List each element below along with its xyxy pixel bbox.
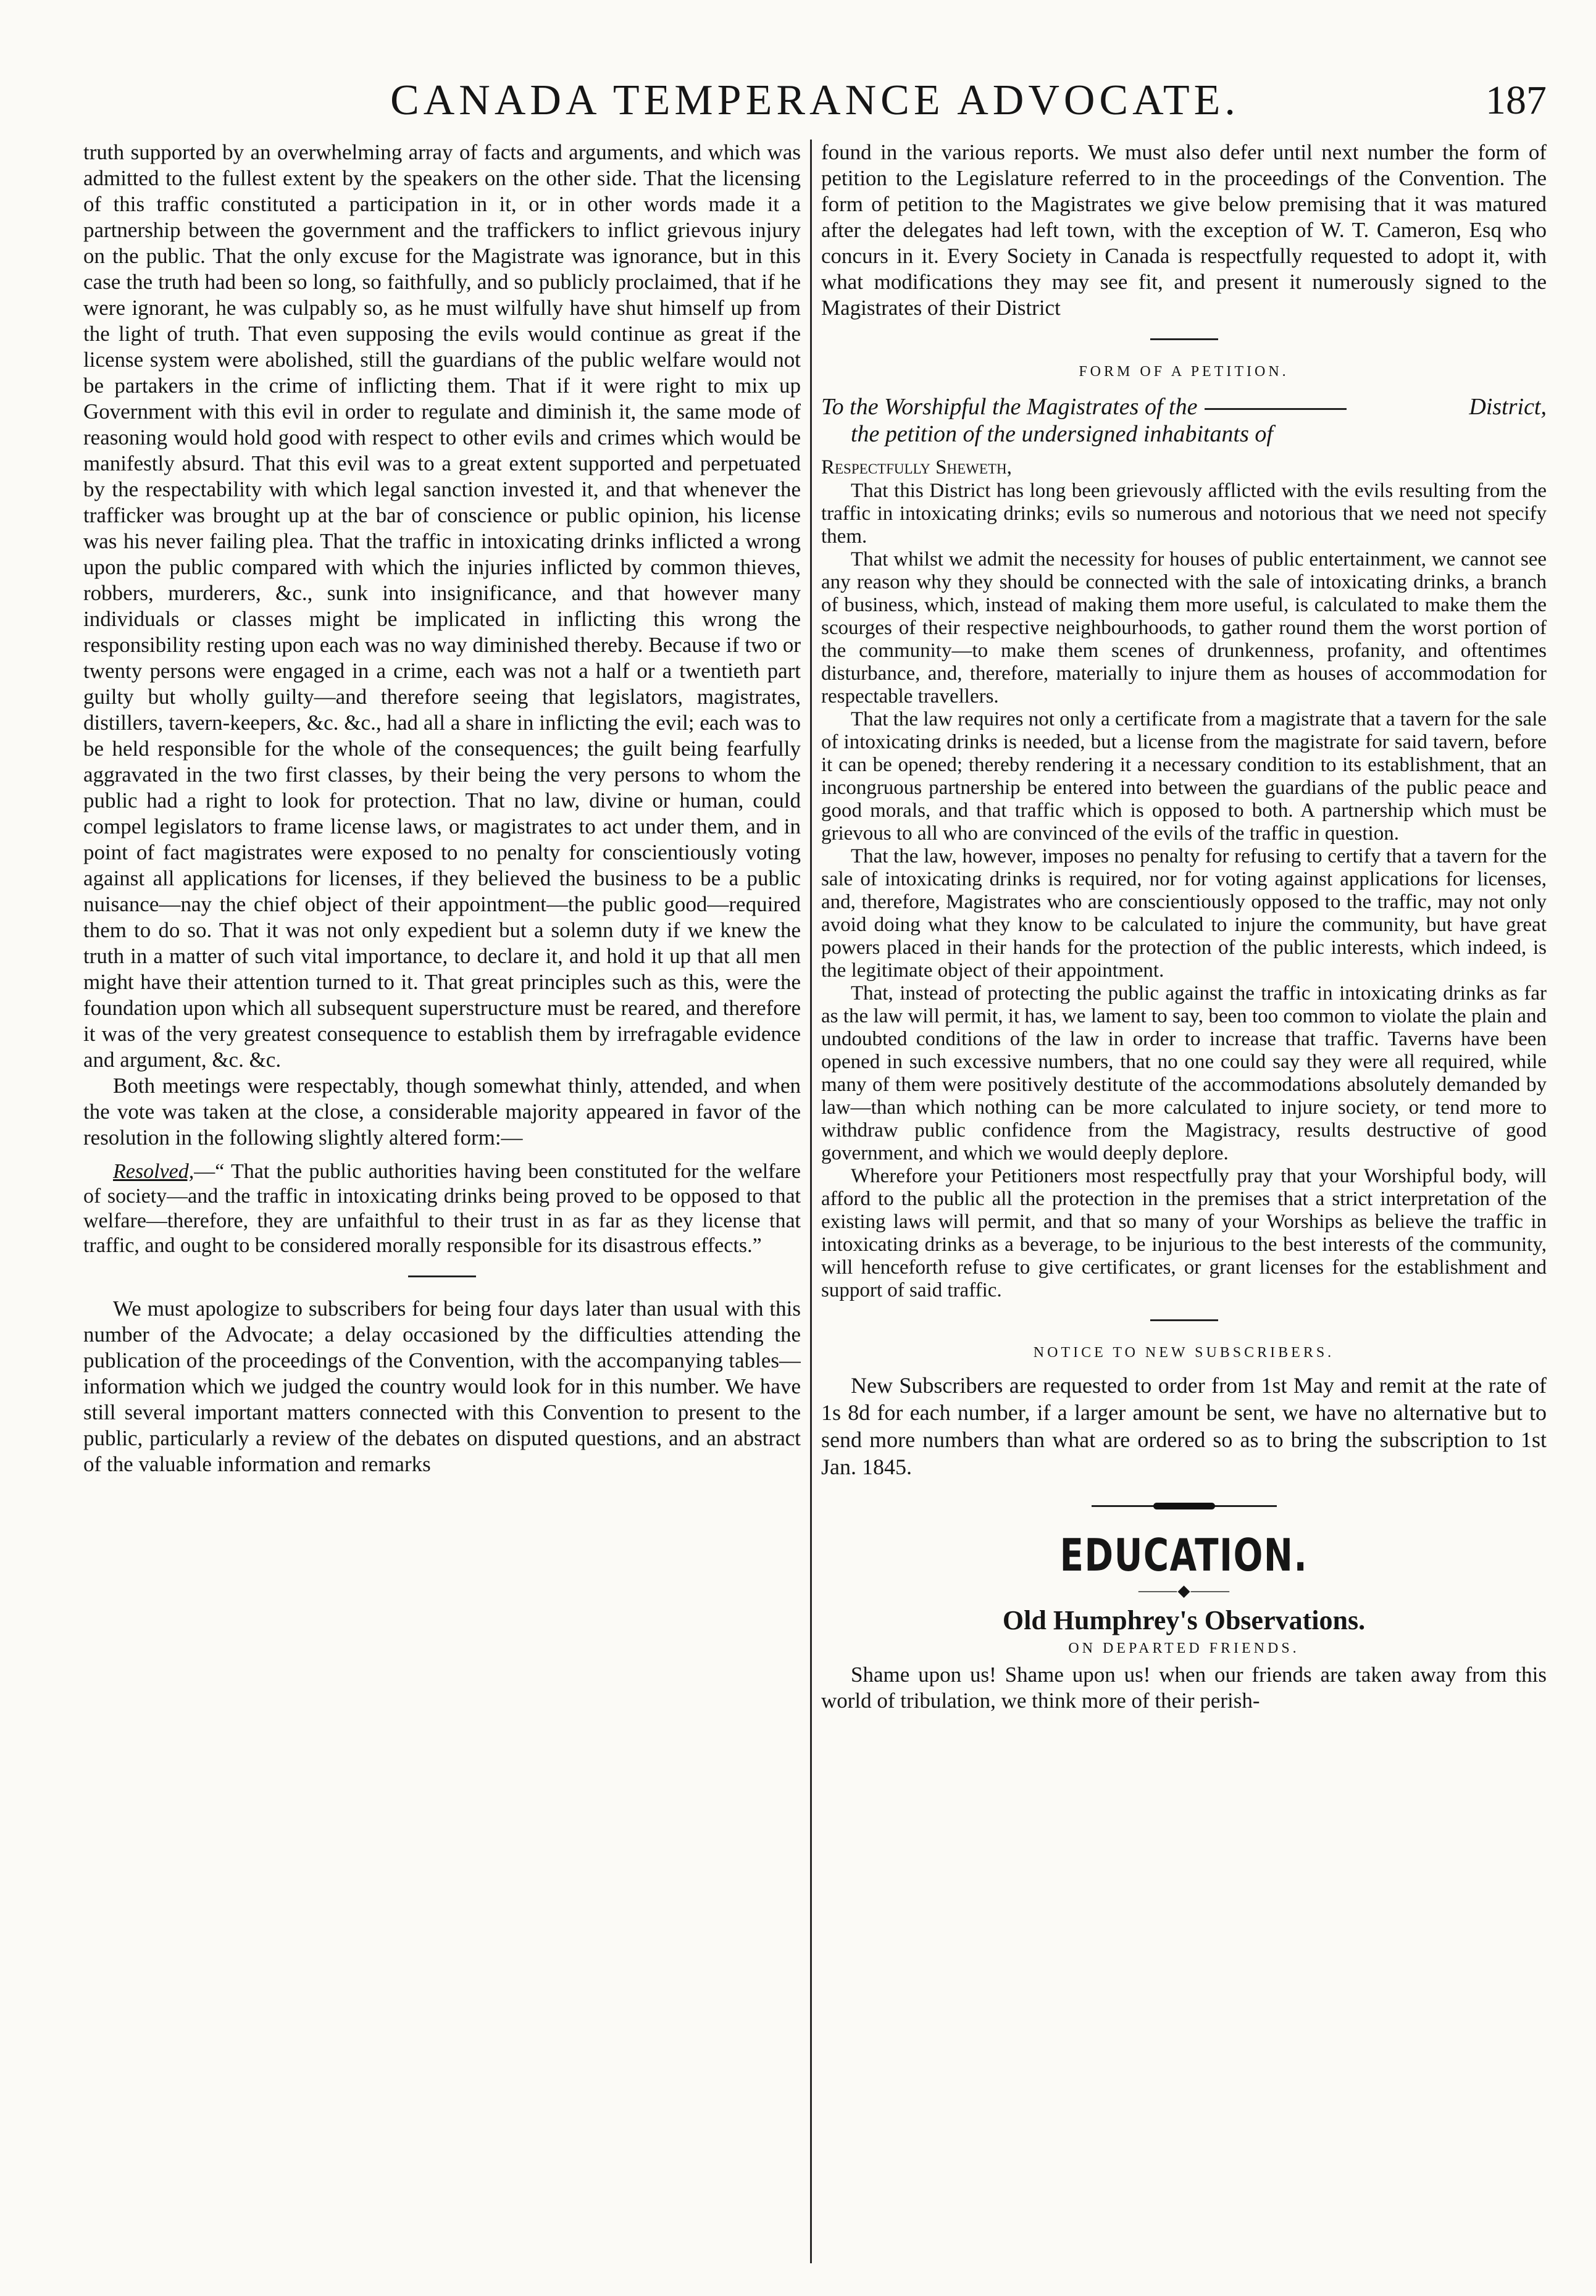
mini-ornament: ⸻◆⸻ <box>1137 1582 1230 1600</box>
form-heading: FORM OF A PETITION. <box>1079 364 1289 380</box>
address-line-1: To the Worshipful the Magistrates of the <box>821 394 1198 420</box>
address-district: District, <box>1469 394 1547 420</box>
resolution-lead: Resolved, <box>113 1160 194 1183</box>
short-rule <box>408 1275 476 1277</box>
petition-paragraph-6: Wherefore your Petitioners most respectfully pray that your Worshipful body, will afford to the public all the protection in the premises that a strict interpretation of the existing laws will permit, and that so many of your Worships as believe the traffic in intoxicating drinks as a beverage, to be injurious to the best interests of the community, will henceforth refuse to give certificates, or grant licenses for the establishment and support of said traffic. <box>821 1165 1547 1301</box>
petition-paragraph-4: That the law, however, imposes no penalty for refusing to certify that a tavern for the sale of intoxicating drinks is required, nor for voting against applications for licenses, and, therefore, Magistrates who are conscientiously opposed to the traffic, may not only avoid doing what they know to be calculated to injure the community, but have great powers placed in their hands for the protection of the public interests, which indeed, is the legitimate object of their appointment. <box>821 845 1547 982</box>
right-column <box>821 140 1547 2276</box>
article-subtitle: ON DEPARTED FRIENDS. <box>1068 1640 1300 1656</box>
left-paragraph-2: Both meetings were respectably, though somewhat thinly, attended, and when the vote was taken at the close, a considerable majority appeared in favor of the resolution in the following slightly altered form:— <box>83 1074 801 1150</box>
notice-text: New Subscribers are requested to order from 1st May and remit at the rate of 1s 8d for each number, if a larger amount be sent, we have no alternative but to send more numbers than what are ordered so as to bring the subscription to 1st Jan. 1845. <box>821 1373 1547 1479</box>
column-divider <box>810 140 812 2263</box>
article-paragraph: Shame upon us! Shame upon us! when our friends are taken away from this world of tribulation, we think more of their perish- <box>821 1663 1547 1713</box>
section-heading: EDUCATION. <box>1059 1529 1308 1581</box>
short-rule <box>1150 1319 1218 1321</box>
resolution-text: —“ That the public authorities having been constituted for the welfare of society—and the traffic in intoxicating drinks being proved to be opposed to that welfare—therefore, they are unfaithful to their trust in as far as they license that traffic, and ought to be considered morally responsible for its disastrous effects.” <box>83 1160 801 1257</box>
left-column <box>83 140 801 2276</box>
divider-ornament <box>1092 1501 1277 1510</box>
petition-paragraph-2: That whilst we admit the necessity for houses of public entertainment, we cannot see any reason why they should be connected with the sale of intoxicating drinks, a branch of business, which, instead of making them more useful, is calculated to make them the scourges of their respective neighbourhoods, to gather round them the worst portion of the community—to make them scenes of drunkenness, profanity, and oftentimes disturbance, and, therefore, materially to injure them as houses of accommodation for respectable travellers. <box>821 548 1547 708</box>
notice-heading: NOTICE TO NEW SUBSCRIBERS. <box>1033 1345 1335 1361</box>
page-header <box>83 73 1547 128</box>
petition-salutation: Respectfully Sheweth, <box>821 456 1012 478</box>
short-rule <box>1150 338 1218 340</box>
left-paragraph-3: We must apologize to subscribers for being four days later than usual with this number of the Advocate; a delay occasioned by the difficulties attending the publication of the proceedings of the Convention, with the accompanying tables—information which we judged the country would look for in this number. We have still several important matters connected with this Convention to present to the public, particularly a review of the debates on disputed questions, and an abstract of the valuable information and remarks <box>83 1296 801 1476</box>
article-title: Old Humphrey's Observations. <box>1002 1605 1366 1635</box>
petition-paragraph-3: That the law requires not only a certificate from a magistrate that a tavern for the sale of intoxicating drinks is needed, but a license from the magistrate for said tavern, before it can be opened; thereby rendering it a necessary condition to its establishment, that an incongruous partnership be entered into between the guardians of the public peace and good morals, and that traffic which is opposed to both. A partnership which must be grievous to all who are convinced of the evils of the traffic in question. <box>821 708 1547 845</box>
petition-paragraph-5: That, instead of protecting the public against the traffic in intoxicating drinks as far as the law will permit, it has, we lament to say, been too common to violate the plain and undoubted conditions of the law in order to increase that traffic. Taverns have been opened in such excessive numbers, that no one could say they were all required, while many of them were positively destitute of the accommodations absolutely demanded by law—than which nothing can be more calculated to injure society, or tend more to withdraw public confidence from the Magistracy, results destructive of good government, and which we would deeply deplore. <box>821 982 1547 1164</box>
right-paragraph-1: found in the various reports. We must also defer until next number the form of petition to the Legislature referred to in the proceedings of the Convention. The form of petition to the Magistrates we give below premising that it was matured after the delegates had left town, with the exception of W. T. Cameron, Esq who concurs in it. Every Society in Canada is respectfully requested to adopt it, with what modifications they may see fit, and present it numerously signed to the Magistrates of their District <box>821 140 1547 320</box>
resolution <box>83 1159 801 1258</box>
petition-address <box>821 393 1547 448</box>
petition-paragraph-1: That this District has long been grievously afflicted with the evils resulting from the traffic in intoxicating drinks; evils so numerous and notorious that we need not specify them. <box>821 480 1547 548</box>
page-number: 187 <box>1485 78 1547 123</box>
left-paragraph-1: truth supported by an overwhelming array of facts and arguments, and which was admitted to the fullest extent by the speakers on the other side. That the licensing of this traffic constituted a participation in it, or in other words made it a partnership between the government and the traffickers to inflict grievous injury on the public. That the only excuse for the Magistrate was ignorance, but in this case the truth had been so long, so faithfully, and so publicly proclaimed, that if he were ignorant, he was culpably so, as he must wilfully have shut himself up from the light of truth. That even supposing the evils would continue as great if the license system were abolished, still the guardians of the public welfare would not be partakers in the crime of inflicting them. That if it were right to mix up Government with this evil in order to regulate and diminish it, the same mode of reasoning would hold good with respect to other evils and crimes which would be manifestly absurd. That this evil was to a great extent supported and perpetuated by the respectability with which legal sanction invested it, and that whenever the trafficker was brought up at the bar of conscience or public opinion, his license was his never failing plea. That the traffic in intoxicating drinks inflicted a wrong upon the public compared with which the injuries inflicted by common thieves, robbers, murderers, &c., sunk into insignificance, and that however many individuals or classes might be implicated in inflicting this wrong the responsibility resting upon each was no way diminished thereby. Because if two or twenty persons were engaged in a crime, each was not a half or a twentieth part guilty but wholly guilty—and therefore seeing that legislators, magistrates, distillers, tavern-keepers, &c. &c., had all a share in inflicting the evil; each was to be held responsible for the whole of the consequences; the guilt being fearfully aggravated in the two first classes, by their being the very persons to whom the public had a right to look for protection. That no law, divine or human, could compel legislators to frame license laws, or magistrates to act under them, and in point of fact magistrates were exposed to no penalty for conscientiously voting against all applications for licenses, if they believed the business to be a public nuisance—nay the chief object of their appointment—the public good—required them to do so. That it was not only expedient but a solemn duty if we knew the truth in a matter of such vital importance, to declare it, and hold it up that all men might have their attention turned to it. That great principles such as this, were the foundation upon which all subsequent superstructure must be reared, and therefore it was of the very greatest consequence to establish them by irrefragable evidence and argument, &c. &c. <box>83 140 801 1072</box>
address-line-2: the petition of the undersigned inhabitants of <box>851 421 1273 447</box>
running-title: CANADA TEMPERANCE ADVOCATE. <box>390 77 1240 124</box>
address-blank <box>1205 408 1347 410</box>
petition-body <box>821 480 1547 1302</box>
